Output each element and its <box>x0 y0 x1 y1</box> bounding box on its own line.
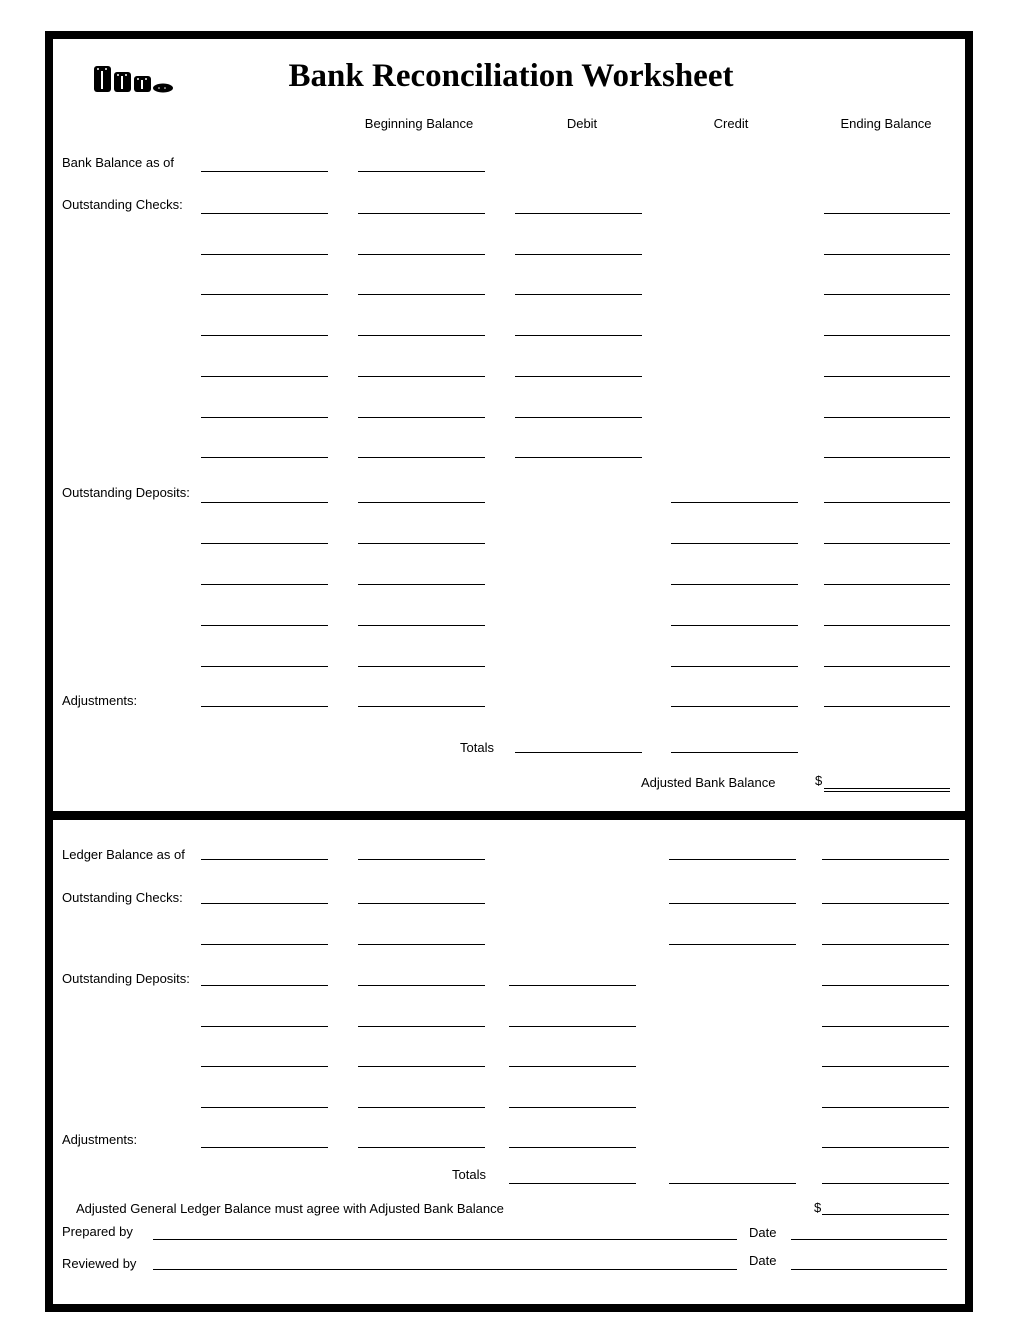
bank-check-ending-field[interactable] <box>824 254 950 255</box>
ledger-deposit-beginning-field[interactable] <box>358 1066 485 1067</box>
bank-check-ending-field[interactable] <box>824 457 950 458</box>
bank-check-ending-field[interactable] <box>824 213 950 214</box>
bank-check-ref-field[interactable] <box>201 417 328 418</box>
ledger-outstanding-deposits-label: Outstanding Deposits: <box>62 971 190 986</box>
prepared-by-field[interactable] <box>153 1239 737 1240</box>
ledger-deposit-ending-field[interactable] <box>822 1026 949 1027</box>
prepared-date-label: Date <box>749 1225 777 1240</box>
bank-check-debit-field[interactable] <box>515 417 642 418</box>
ledger-deposit-ref-field[interactable] <box>201 1026 328 1027</box>
bank-deposit-ending-field[interactable] <box>824 502 950 503</box>
bank-balance-label: Bank Balance as of <box>62 155 175 170</box>
bank-adjustment-credit-field[interactable] <box>671 706 798 707</box>
bank-deposit-beginning-field[interactable] <box>358 502 485 503</box>
prepared-by-label: Prepared by <box>62 1224 133 1239</box>
bank-deposit-ref-field[interactable] <box>201 625 328 626</box>
bank-check-beginning-field[interactable] <box>358 417 485 418</box>
ledger-total-debit-field[interactable] <box>509 1183 636 1184</box>
ledger-check-ref-field[interactable] <box>201 903 328 904</box>
ledger-deposit-ending-field[interactable] <box>822 985 949 986</box>
ledger-balance-beginning-field[interactable] <box>358 859 485 860</box>
ledger-deposit-ref-field[interactable] <box>201 1107 328 1108</box>
bank-check-beginning-field[interactable] <box>358 457 485 458</box>
ledger-total-ending-field[interactable] <box>822 1183 949 1184</box>
bank-deposit-beginning-field[interactable] <box>358 625 485 626</box>
ledger-total-credit-field[interactable] <box>669 1183 796 1184</box>
adjusted-bank-balance-label: Adjusted Bank Balance <box>641 775 776 790</box>
bank-deposit-beginning-field[interactable] <box>358 584 485 585</box>
bank-balance-beginning-field[interactable] <box>358 171 485 172</box>
bank-check-debit-field[interactable] <box>515 335 642 336</box>
bank-check-ref-field[interactable] <box>201 213 328 214</box>
ledger-balance-date-field[interactable] <box>201 859 328 860</box>
bank-adjustment-beginning-field[interactable] <box>358 706 485 707</box>
ledger-deposit-debit-field[interactable] <box>509 985 636 986</box>
column-header-debit: Debit <box>566 116 598 131</box>
adjusted-ledger-balance-currency: $ <box>814 1200 822 1215</box>
bank-check-ref-field[interactable] <box>201 376 328 377</box>
reviewed-date-field[interactable] <box>791 1269 947 1270</box>
bank-check-ending-field[interactable] <box>824 376 950 377</box>
bank-deposit-credit-field[interactable] <box>671 625 798 626</box>
prepared-date-field[interactable] <box>791 1239 947 1240</box>
bank-check-debit-field[interactable] <box>515 254 642 255</box>
adjusted-bank-balance-field[interactable] <box>824 788 950 792</box>
page-title <box>0 56 1020 96</box>
bank-outstanding-deposits-label: Outstanding Deposits: <box>62 485 190 500</box>
adjusted-bank-balance-currency: $ <box>815 773 823 788</box>
ledger-check-ending-field[interactable] <box>822 944 949 945</box>
ledger-balance-ending-field[interactable] <box>822 859 949 860</box>
bank-check-beginning-field[interactable] <box>358 335 485 336</box>
ledger-adjustment-ending-field[interactable] <box>822 1147 949 1148</box>
bank-check-ref-field[interactable] <box>201 294 328 295</box>
column-header-beginning-balance: Beginning Balance <box>364 116 474 131</box>
bank-deposit-ending-field[interactable] <box>824 666 950 667</box>
bank-balance-date-field[interactable] <box>201 171 328 172</box>
ledger-check-credit-field[interactable] <box>669 944 796 945</box>
bank-adjustment-ending-field[interactable] <box>824 706 950 707</box>
bank-adjustments-label: Adjustments: <box>62 693 138 708</box>
ledger-deposit-ending-field[interactable] <box>822 1066 949 1067</box>
bank-check-ref-field[interactable] <box>201 335 328 336</box>
bank-totals-label: Totals <box>460 740 494 755</box>
column-header-credit: Credit <box>713 116 749 131</box>
reviewed-date-label: Date <box>749 1253 777 1268</box>
ledger-check-credit-field[interactable] <box>669 903 796 904</box>
bank-check-ref-field[interactable] <box>201 457 328 458</box>
bank-deposit-credit-field[interactable] <box>671 666 798 667</box>
ledger-check-beginning-field[interactable] <box>358 944 485 945</box>
bank-check-ending-field[interactable] <box>824 335 950 336</box>
ledger-balance-credit-field[interactable] <box>669 859 796 860</box>
ledger-deposit-debit-field[interactable] <box>509 1107 636 1108</box>
ledger-deposit-debit-field[interactable] <box>509 1066 636 1067</box>
ledger-agreement-note: Adjusted General Ledger Balance must agree with Adjusted Bank Balance <box>76 1201 504 1216</box>
ledger-check-ending-field[interactable] <box>822 903 949 904</box>
bank-total-credit-field[interactable] <box>671 752 798 753</box>
ledger-deposit-ending-field[interactable] <box>822 1107 949 1108</box>
ledger-deposit-beginning-field[interactable] <box>358 1026 485 1027</box>
ledger-adjustment-ref-field[interactable] <box>201 1147 328 1148</box>
column-header-ending-balance: Ending Balance <box>840 116 932 131</box>
page-title-text: Bank Reconciliation Worksheet <box>288 58 734 94</box>
bank-check-beginning-field[interactable] <box>358 254 485 255</box>
bank-check-beginning-field[interactable] <box>358 294 485 295</box>
ledger-adjustment-debit-field[interactable] <box>509 1147 636 1148</box>
bank-deposit-beginning-field[interactable] <box>358 543 485 544</box>
ledger-check-ref-field[interactable] <box>201 944 328 945</box>
bank-deposit-ending-field[interactable] <box>824 584 950 585</box>
ledger-totals-label: Totals <box>452 1167 486 1182</box>
bank-check-debit-field[interactable] <box>515 213 642 214</box>
ledger-deposit-ref-field[interactable] <box>201 985 328 986</box>
bank-total-debit-field[interactable] <box>515 752 642 753</box>
bank-check-debit-field[interactable] <box>515 294 642 295</box>
bank-deposit-credit-field[interactable] <box>671 502 798 503</box>
bank-adjustment-ref-field[interactable] <box>201 706 328 707</box>
section-divider <box>45 811 973 820</box>
bank-check-ending-field[interactable] <box>824 294 950 295</box>
ledger-deposit-beginning-field[interactable] <box>358 1107 485 1108</box>
ledger-check-beginning-field[interactable] <box>358 903 485 904</box>
bank-outstanding-checks-label: Outstanding Checks: <box>62 197 183 212</box>
ledger-balance-label: Ledger Balance as of <box>62 847 185 862</box>
bank-deposit-ref-field[interactable] <box>201 502 328 503</box>
bank-check-ending-field[interactable] <box>824 417 950 418</box>
bank-check-debit-field[interactable] <box>515 376 642 377</box>
ledger-deposit-beginning-field[interactable] <box>358 985 485 986</box>
ledger-outstanding-checks-label: Outstanding Checks: <box>62 890 183 905</box>
ledger-adjustment-beginning-field[interactable] <box>358 1147 485 1148</box>
bank-deposit-beginning-field[interactable] <box>358 666 485 667</box>
bank-deposit-ending-field[interactable] <box>824 543 950 544</box>
bank-check-beginning-field[interactable] <box>358 376 485 377</box>
ledger-deposit-debit-field[interactable] <box>509 1026 636 1027</box>
adjusted-ledger-balance-field[interactable] <box>822 1214 949 1215</box>
bank-deposit-ending-field[interactable] <box>824 625 950 626</box>
bank-deposit-ref-field[interactable] <box>201 666 328 667</box>
bank-deposit-ref-field[interactable] <box>201 584 328 585</box>
reviewed-by-field[interactable] <box>153 1269 737 1270</box>
ledger-adjustments-label: Adjustments: <box>62 1132 138 1147</box>
bank-deposit-ref-field[interactable] <box>201 543 328 544</box>
bank-check-debit-field[interactable] <box>515 457 642 458</box>
reviewed-by-label: Reviewed by <box>62 1256 137 1271</box>
ledger-deposit-ref-field[interactable] <box>201 1066 328 1067</box>
bank-check-ref-field[interactable] <box>201 254 328 255</box>
worksheet-frame <box>45 31 973 1312</box>
bank-deposit-credit-field[interactable] <box>671 543 798 544</box>
bank-deposit-credit-field[interactable] <box>671 584 798 585</box>
bank-check-beginning-field[interactable] <box>358 213 485 214</box>
